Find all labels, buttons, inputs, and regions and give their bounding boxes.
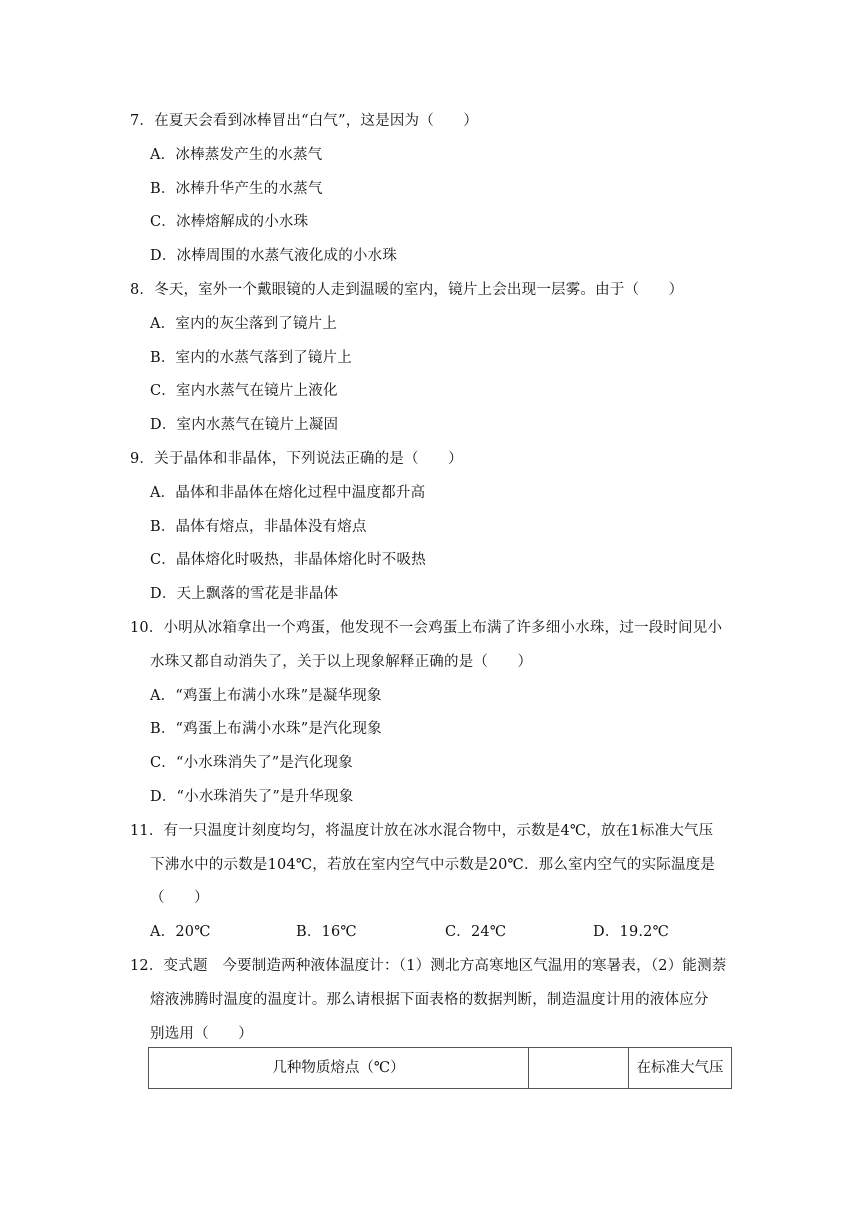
question-8-option-c: C．室内水蒸气在镜片上液化	[150, 383, 338, 399]
question-11-stem-line-2: 下沸水中的示数是104℃，若放在室内空气中示数是20℃．那么室内空气的实际温度是	[150, 857, 716, 873]
question-11-stem-line-1: 11．有一只温度计刻度均匀，将温度计放在冰水混合物中，示数是4℃，放在1标准大气压	[130, 823, 714, 839]
question-11-option-c: C．24℃	[445, 924, 507, 940]
question-12-stem-line-1: 12．变式题 今要制造两种液体温度计：（1）测北方高寒地区气温用的寒暑表，（2）能测萘	[130, 958, 727, 974]
table-header-cell-standard-pressure: 在标准大气压	[636, 1060, 724, 1076]
question-7-option-d: D．冰棒周围的水蒸气液化成的小水珠	[150, 248, 398, 264]
question-10-option-d: D．“小水珠消失了”是升华现象	[150, 789, 354, 805]
question-10-stem-line-2: 水珠又都自动消失了，关于以上现象解释正确的是（ ）	[150, 654, 533, 670]
question-11-option-a: A．20℃	[150, 924, 211, 940]
question-10-stem-line-1: 10．小明从冰箱拿出一个鸡蛋，他发现不一会鸡蛋上布满了许多细小水珠，过一段时间见小	[130, 620, 723, 636]
question-10-option-b: B．“鸡蛋上布满小水珠”是汽化现象	[150, 721, 382, 737]
question-9-option-a: A．晶体和非晶体在熔化过程中温度都升高	[150, 485, 426, 501]
table-header-cell-melting-point: 几种物质熔点（℃）	[149, 1048, 529, 1088]
question-9-stem: 9．关于晶体和非晶体，下列说法正确的是（ ）	[130, 451, 463, 467]
question-9-option-c: C．晶体熔化时吸热，非晶体熔化时不吸热	[150, 552, 426, 568]
melting-point-table	[148, 1047, 732, 1089]
question-8-option-d: D．室内水蒸气在镜片上凝固	[150, 417, 339, 433]
question-10-option-c: C．“小水珠消失了”是汽化现象	[150, 755, 353, 771]
question-7-option-a: A．冰棒蒸发产生的水蒸气	[150, 147, 323, 163]
table-header-cell-empty	[529, 1048, 629, 1088]
question-12-stem-line-3: 别选用（ ）	[150, 1026, 253, 1042]
question-11-option-d: D．19.2℃	[593, 924, 670, 940]
question-9-option-b: B．晶体有熔点，非晶体没有熔点	[150, 519, 367, 535]
question-7-option-b: B．冰棒升华产生的水蒸气	[150, 181, 323, 197]
question-7-option-c: C．冰棒熔解成的小水珠	[150, 214, 309, 230]
question-8-option-b: B．室内的水蒸气落到了镜片上	[150, 350, 352, 366]
question-11-stem-line-3: （ ）	[150, 890, 209, 906]
question-10-option-a: A．“鸡蛋上布满小水珠”是凝华现象	[150, 688, 382, 704]
question-8-option-a: A．室内的灰尘落到了镜片上	[150, 316, 338, 332]
question-7-stem: 7．在夏天会看到冰棒冒出“白气”，这是因为（ ）	[130, 113, 479, 129]
question-11-option-b: B．16℃	[296, 924, 357, 940]
question-12-stem-line-2: 熔液沸腾时温度的温度计。那么请根据下面表格的数据判断，制造温度计用的液体应分	[150, 992, 709, 1008]
question-9-option-d: D．天上飘落的雪花是非晶体	[150, 586, 339, 602]
question-8-stem: 8．冬天，室外一个戴眼镜的人走到温暖的室内，镜片上会出现一层雾。由于（ ）	[130, 282, 684, 298]
